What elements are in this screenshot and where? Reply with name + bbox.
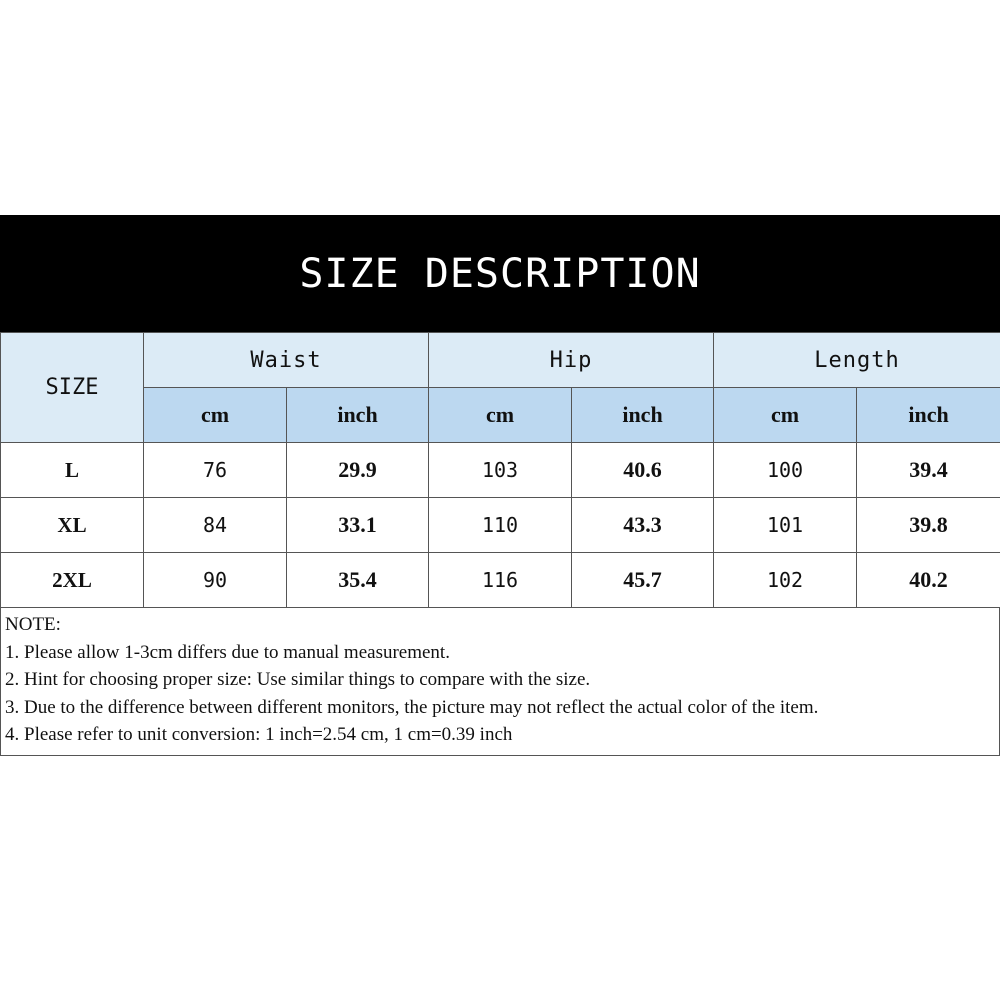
notes-box [0, 608, 1000, 756]
length-inch-cell: 39.4 [857, 443, 1000, 498]
waist-cm-cell: 76 [144, 443, 287, 498]
waist-cm-header: cm [144, 388, 287, 443]
hip-cm-cell: 110 [429, 498, 572, 553]
length-cm-cell: 101 [714, 498, 857, 553]
hip-cm-cell: 103 [429, 443, 572, 498]
size-cell: 2XL [1, 553, 144, 608]
hip-inch-header: inch [572, 388, 714, 443]
note-item: 3. Due to the difference between different monitors, the picture may not reflect the actual color of the item. [5, 696, 819, 718]
note-item: 2. Hint for choosing proper size: Use similar things to compare with the size. [5, 669, 591, 690]
waist-inch-cell: 33.1 [287, 498, 429, 553]
size-column-header: SIZE [1, 333, 144, 443]
hip-inch-cell: 40.6 [572, 443, 714, 498]
table-row [1, 553, 1000, 608]
header-row-units [1, 388, 1000, 443]
waist-cm-cell: 90 [144, 553, 287, 608]
length-cm-cell: 100 [714, 443, 857, 498]
table-row [1, 443, 1000, 498]
size-cell: L [1, 443, 144, 498]
length-cm-cell: 102 [714, 553, 857, 608]
hip-cm-header: cm [429, 388, 572, 443]
note-item: 4. Please refer to unit conversion: 1 inch=2.54 cm, 1 cm=0.39 inch [5, 724, 513, 745]
waist-inch-cell: 29.9 [287, 443, 429, 498]
table-row [1, 498, 1000, 553]
hip-inch-cell: 45.7 [572, 553, 714, 608]
hip-cm-cell: 116 [429, 553, 572, 608]
length-inch-cell: 39.8 [857, 498, 1000, 553]
page-title: SIZE DESCRIPTION [0, 215, 1000, 332]
hip-inch-cell: 43.3 [572, 498, 714, 553]
length-inch-cell: 40.2 [857, 553, 1000, 608]
waist-header: Waist [144, 333, 429, 388]
hip-header: Hip [429, 333, 714, 388]
length-header: Length [714, 333, 1000, 388]
note-item: 1. Please allow 1-3cm differs due to manual measurement. [5, 641, 450, 663]
header-row-groups [1, 333, 1000, 388]
length-cm-header: cm [714, 388, 857, 443]
size-cell: XL [1, 498, 144, 553]
waist-inch-cell: 35.4 [287, 553, 429, 608]
length-inch-header: inch [857, 388, 1000, 443]
size-table [0, 332, 1000, 608]
waist-inch-header: inch [287, 388, 429, 443]
waist-cm-cell: 84 [144, 498, 287, 553]
notes-heading: NOTE: [5, 614, 61, 635]
size-chart [0, 215, 1000, 756]
